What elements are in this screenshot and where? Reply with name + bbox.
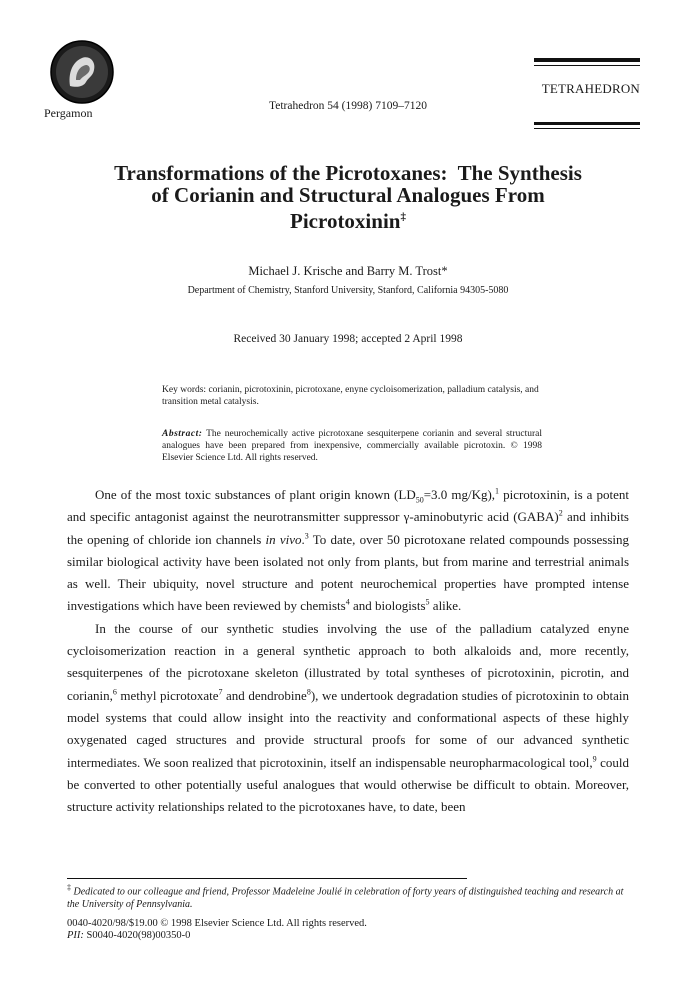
ref-1: 1 (495, 486, 500, 496)
received-dates: Received 30 January 1998; accepted 2 April 1998 (233, 333, 463, 345)
pii-label: PII: (67, 930, 84, 941)
footnote-rule (67, 878, 467, 879)
p2-seg-b: methyl picrotoxate (116, 687, 219, 703)
title-line-1: Transformations of the Picrotoxanes: The Synthesis (114, 161, 582, 185)
abstract-label: Abstract: (162, 429, 203, 439)
body-text (67, 484, 629, 818)
p1-seg-b: =3.0 mg/Kg), (423, 487, 496, 502)
keywords-text: corianin, picrotoxinin, picrotoxane, enyne cycloisomerization, palladium catalysis, and transition metal catalysis. (162, 385, 539, 407)
p1-seg-d: and inhibits the opening of chloride ion channels (67, 509, 629, 547)
header-rule-bottom (534, 122, 640, 125)
ref-4: 4 (345, 598, 350, 608)
footnote-text: Dedicated to our colleague and friend, Professor Madeleine Joulié in celebration of forty years of distinguished teaching and research at the University of Pennsylvania. (67, 886, 624, 910)
paragraph-2 (67, 618, 629, 819)
ld50-subscript: 50 (415, 495, 424, 505)
title-line-3: Picrotoxinin (290, 209, 401, 233)
title-line-2: of Corianin and Structural Analogues From (151, 183, 545, 207)
ref-6: 6 (112, 687, 117, 697)
affiliation: Department of Chemistry, Stanford University, Stanford, California 94305-5080 (187, 285, 509, 296)
footnote (67, 882, 629, 911)
ref-7: 7 (218, 687, 223, 697)
header-rule-top-thin (534, 65, 640, 66)
p2-seg-e: could be converted to other potentially useful analogues that would otherwise be difficult to obtain. Moreover, structure activity relationships related to the picrotoxanes have, to date, been (67, 754, 629, 815)
issn-copyright: 0040-4020/98/$19.00 © 1998 Elsevier Science Ltd. All rights reserved. (67, 918, 367, 929)
abstract-text: The neurochemically active picrotoxane sesquiterpene corianin and several structural analogues have been prepared from inexpensive, commercially available picrotoxin. © 1998 Elsevier Science Ltd. All rights reserved. (162, 429, 542, 463)
p1-seg-f: To date, over 50 picrotoxane related compounds possessing similar biological activity have been isolated not only from plants, but from marine and terrestrial animals as well. Their ubiquity, novel structure and potent neurochemical properties have prompted intense investigations which have been reviewed by chemists (67, 531, 630, 614)
keywords-label: Key words: (162, 385, 207, 395)
abstract (162, 428, 542, 464)
journal-citation: Tetrahedron 54 (1998) 7109–7120 (269, 100, 427, 112)
p2-seg-d: ), we undertook degradation studies of picrotoxinin to obtain model systems that could allow insight into the reactivity and conformational aspects of these highly oxygenated caged structures and provide structural proofs for some of our advanced synthetic intermediates. We soon realized that picrotoxinin, itself an indispensable neuropharmacological tool, (67, 687, 629, 770)
title-footnote-mark: ‡ (400, 211, 406, 223)
publisher-name: Pergamon (44, 106, 93, 120)
p2-seg-c: and dendrobine (222, 687, 307, 703)
ref-5: 5 (425, 598, 430, 608)
p1-seg-h: alike. (429, 598, 462, 614)
paper-title (60, 162, 636, 232)
keywords (162, 384, 542, 408)
p1-seg-c: picrotoxinin, is a potent and specific antagonist against the neurotransmitter suppressor γ-aminobutyric acid (GABA) (67, 487, 629, 525)
pii-value: S0040-4020(98)00350-0 (83, 930, 191, 941)
p1-seg-e: . (301, 531, 305, 547)
p1-seg-g: and biologists (349, 598, 426, 614)
header-rule-bottom-thin (534, 128, 640, 129)
authors: Michael J. Krische and Barry M. Trost* (248, 264, 448, 278)
ref-8: 8 (306, 687, 311, 697)
p2-seg-a: In the course of our synthetic studies involving the use of the palladium catalyzed enyne cycloisomerization reaction in a general synthetic approach to both alkaloids and, more recently, sesquiterpenes of the picrotoxane skeleton (illustrated by total syntheses of picrotoxinin, picrotin, and corianin, (67, 620, 629, 703)
ref-3: 3 (304, 531, 309, 541)
pii (67, 930, 190, 941)
journal-name: TETRAHEDRON (541, 81, 640, 96)
elsevier-logo-icon (50, 40, 114, 104)
header-rule-top (534, 58, 640, 62)
ref-2: 2 (558, 508, 563, 518)
p1-seg-a: One of the most toxic substances of plant origin known (LD (95, 487, 416, 502)
ref-9: 9 (592, 754, 597, 764)
footnote-mark: ‡ (67, 883, 71, 892)
in-vivo-italic: in vivo (265, 531, 302, 547)
paragraph-1 (67, 484, 629, 618)
